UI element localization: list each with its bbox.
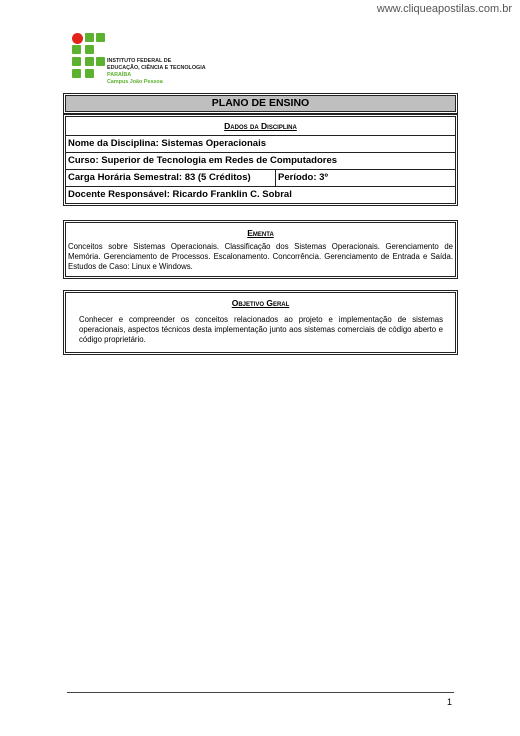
ementa-section	[65, 222, 456, 277]
logo-square	[85, 33, 94, 42]
logo-square	[85, 45, 94, 54]
logo-square	[96, 33, 105, 42]
logo-square	[96, 57, 105, 66]
logo-red-dot	[72, 33, 83, 44]
logo-square	[72, 45, 81, 54]
curso-row: Curso: Superior de Tecnologia em Redes de Computadores	[66, 152, 455, 169]
logo-line: EDUCAÇÃO, CIÊNCIA E TECNOLOGIA	[107, 65, 206, 71]
footer-divider	[67, 692, 454, 693]
carga-periodo-row	[66, 169, 455, 186]
document-title: PLANO DE ENSINO	[65, 95, 456, 112]
ementa-text: Conceitos sobre Sistemas Operacionais. Classificação dos Sistemas Operacionais. Gerenciamento de Memória. Gerenciamento de Processos. Escalonamento. Concorrência. Gerenciamento de Entrada e Saída. Estudos de Caso: Linux e Windows.	[68, 242, 453, 271]
periodo-cell: Período: 3º	[278, 172, 328, 183]
nome-disciplina-row: Nome da Disciplina: Sistemas Operacionais	[66, 135, 455, 152]
objetivo-geral-section	[65, 292, 456, 353]
dados-heading	[66, 117, 455, 135]
logo-square	[85, 57, 94, 66]
logo-square	[85, 69, 94, 78]
logo-square	[72, 57, 81, 66]
carga-horaria-cell: Carga Horária Semestral: 83 (5 Créditos)	[66, 170, 276, 186]
page-number: 1	[447, 697, 453, 707]
logo-line: PARAÍBA	[107, 72, 132, 78]
docente-row: Docente Responsável: Ricardo Franklin C. Sobral	[66, 186, 455, 203]
logo-line: Campus João Pessoa	[107, 79, 163, 85]
watermark-url: www.cliqueapostilas.com.br	[376, 3, 512, 15]
dados-heading-text: Dados da Disciplina	[224, 121, 297, 131]
logo-line: INSTITUTO FEDERAL DE	[107, 58, 172, 64]
logo-text	[107, 58, 206, 86]
ementa-heading: Ementa	[247, 228, 274, 238]
objetivo-heading: Objetivo Geral	[231, 298, 290, 308]
dados-disciplina-table	[65, 116, 456, 204]
logo-square	[72, 69, 81, 78]
objetivo-text: Conhecer e compreender os conceitos relacionados ao projeto e implementação de sistemas operacionais, aspectos técnicos desta implementação junto aos sistemas comerciais de código aberto e código proprietário.	[79, 315, 443, 344]
